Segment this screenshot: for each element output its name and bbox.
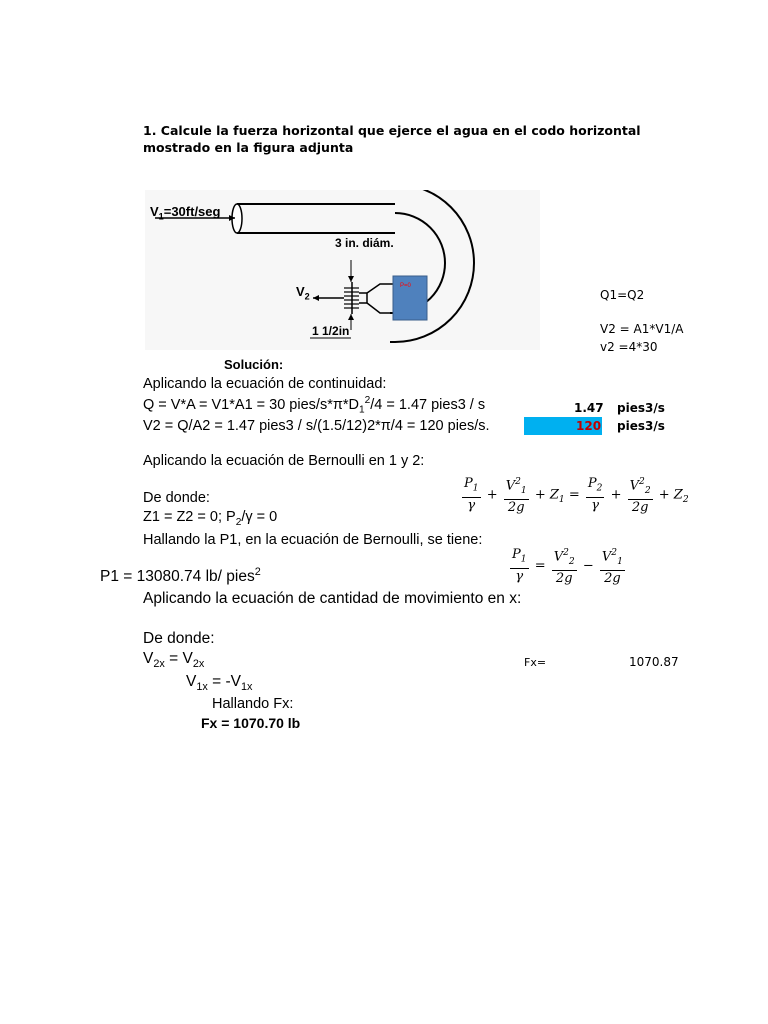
v1-label: $V_1=30ft$/seg [150, 204, 221, 222]
problem-title-line1: 1. Calcule la fuerza horizontal que ejerce el agua en el codo horizontal [143, 123, 641, 138]
bernoulli-intro: Aplicando la ecuación de Bernoulli en 1 y 2: [143, 453, 425, 469]
bernoulli-equation: $\frac{P_1}{\gamma}$ + $\frac{V^2_1}{2g}$ + $Z_1$ = $\frac{P_2}{\gamma}$ + $\frac{V^2_2}{2g}$ + $Z_2$ [460, 474, 689, 516]
hallando-fx: Hallando Fx: [212, 696, 294, 712]
v2-label: $V_2$ [296, 284, 310, 302]
p1-intro: Hallando la P1, en la ecuación de Bernoulli, se tiene: [143, 532, 483, 548]
p1-equation: $\frac{P_1}{\gamma}$ = $\frac{V^2_2}{2g}$ − $\frac{V^2_1}{2g}$ [508, 545, 627, 587]
side-q-eq: Q1=Q2 [600, 288, 645, 302]
solution-heading: Solución: [224, 357, 284, 372]
side-fx-value: 1070.87 [629, 655, 679, 669]
v1x-line: $V_{1x} = -V_{1x}$ [186, 673, 253, 694]
z-line: Z1 = Z2 = 0; $P_2/\gamma = 0$ [143, 509, 278, 528]
side-v2-calc: v2 =4*30 [600, 340, 658, 354]
continuity-intro: Aplicando la ecuación de continuidad: [143, 376, 387, 392]
de-donde-2: De donde: [143, 630, 215, 647]
diameter-label: 3 in. diám. [335, 236, 394, 250]
side-v2-unit: pies3/s [617, 419, 665, 433]
v2x-line: $V_{2x} = V_{2x}$ [143, 650, 205, 671]
fx-result: Fx = 1070.70 lb [201, 715, 301, 731]
side-q-value: 1.47 [574, 401, 604, 415]
box-label: P=0 [400, 283, 411, 289]
de-donde-1: De donde: [143, 490, 210, 506]
nozzle-label: 1 1/2in [312, 324, 350, 338]
side-v2-value: 120 [576, 419, 602, 433]
side-q-unit: pies3/s [617, 401, 665, 415]
problem-title-line2: mostrado en la figura adjunta [143, 140, 354, 155]
p1-result: P1 = 13080.74 lb/ pies$^2$ [100, 566, 261, 586]
q-line: Q = V*A = V1*A1 = 30 pies/$s*\pi*D_1^2/4 = 1.47$ pies3 / s [143, 395, 486, 416]
momentum-intro: Aplicando la ecuación de cantidad de movimiento en x: [143, 590, 522, 607]
side-v2-formula: V2 = A1*V1/A [600, 322, 684, 336]
v2-line: V2 = Q/A2 = 1.47 pies3 / s/(1.5/12)2*π/4 = 120 pies/s. [143, 418, 490, 434]
side-fx-label: Fx= [524, 656, 547, 669]
